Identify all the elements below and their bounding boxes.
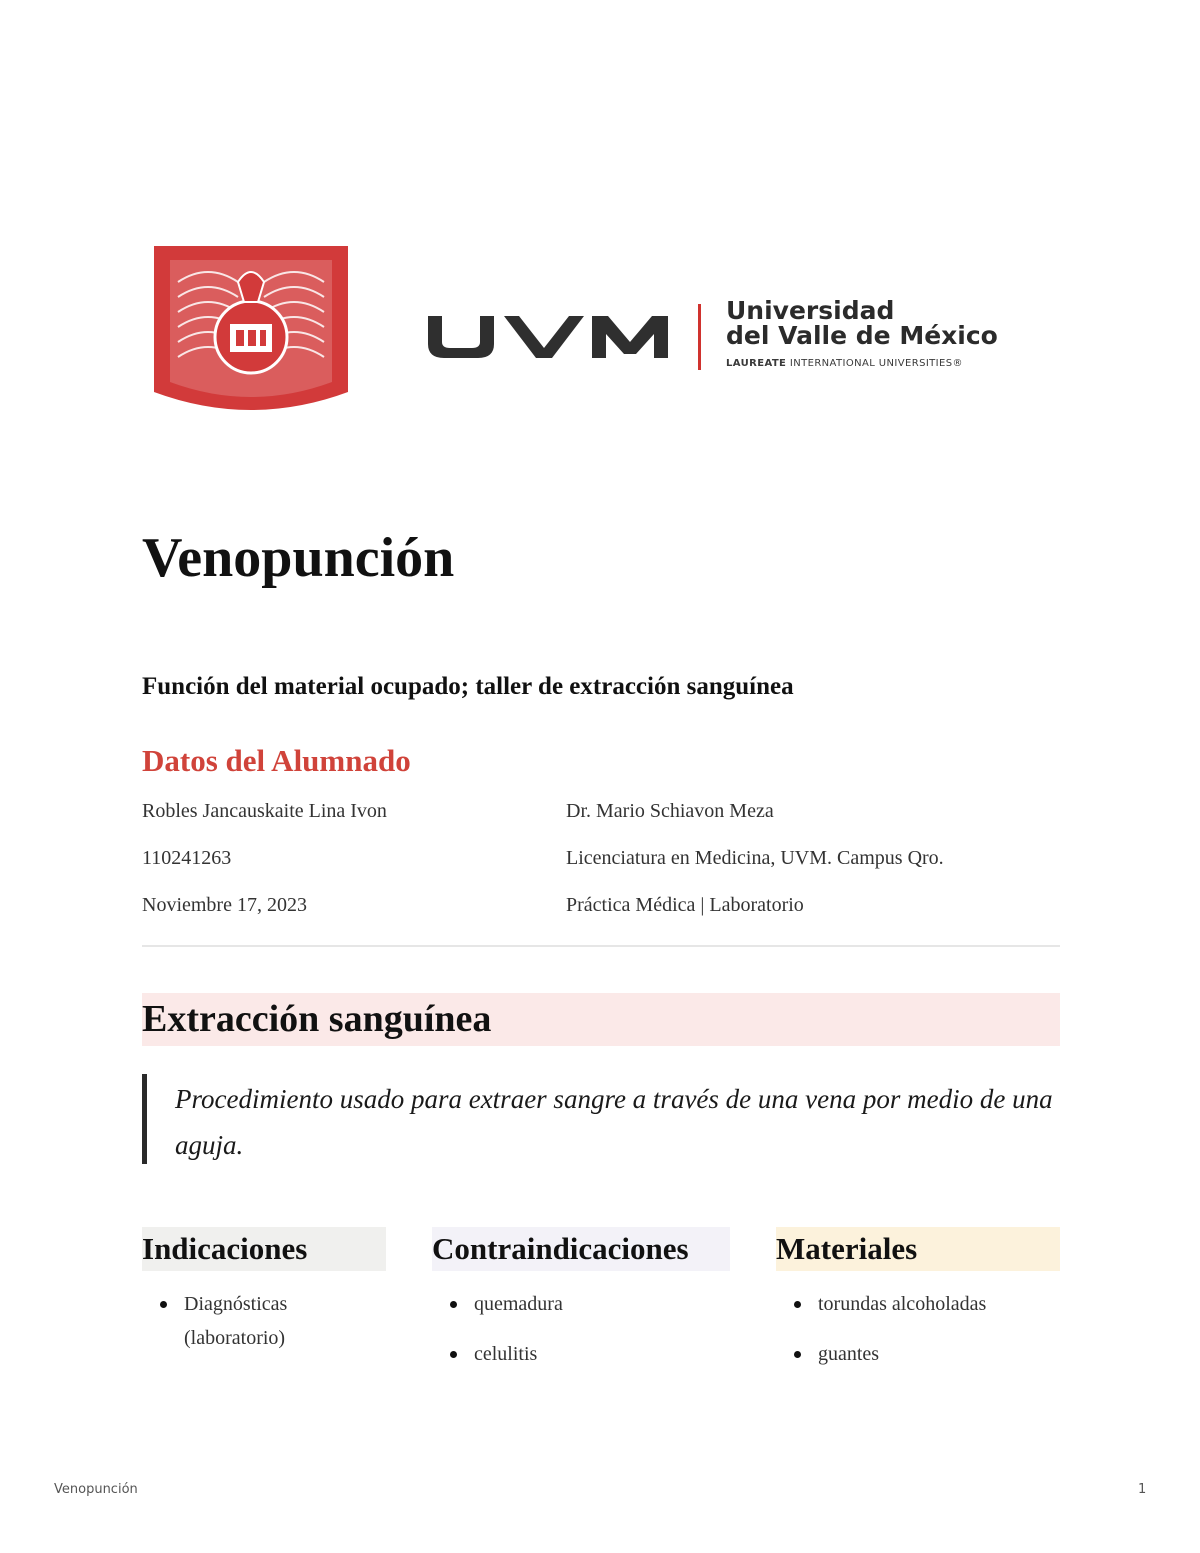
indications-list: [142, 1287, 386, 1355]
materials-column: [776, 1227, 1060, 1387]
list-item: [432, 1337, 730, 1371]
contraindications-column: [432, 1227, 730, 1387]
document-subtitle: Función del material ocupado; taller de extracción sanguínea: [142, 673, 794, 700]
indications-column: [142, 1227, 386, 1371]
uvm-wordmark: [424, 312, 672, 360]
contraindications-heading: Contraindicaciones: [432, 1227, 730, 1271]
list-item: [776, 1287, 1060, 1321]
uvm-name-line2: del Valle de México: [726, 321, 998, 350]
definition-quote: [142, 1074, 1060, 1164]
footer-document-name: Venopunción: [54, 1482, 138, 1497]
list-item-text: celulitis: [474, 1343, 538, 1365]
uvm-logo-name: [726, 298, 998, 348]
materials-heading: Materiales: [776, 1227, 1060, 1271]
uvm-name-line1: Universidad: [726, 296, 895, 325]
list-item: [432, 1287, 730, 1321]
list-item: [142, 1287, 386, 1355]
student-data-row: [142, 890, 1062, 937]
document-date: Noviembre 17, 2023: [142, 894, 307, 916]
list-item: [776, 1337, 1060, 1371]
student-data-row: [142, 796, 1062, 843]
bullet-icon: [450, 1301, 457, 1308]
uvm-tagline-bold: LAUREATE: [726, 358, 787, 369]
uvm-logo-divider: [698, 304, 701, 370]
bullet-icon: [794, 1351, 801, 1358]
section-heading: Extracción sanguínea: [142, 998, 492, 1040]
program-name: Licenciatura en Medicina, UVM. Campus Qro.: [566, 847, 944, 869]
section-divider: [142, 945, 1060, 947]
quote-bar: [142, 1074, 147, 1164]
quote-text: Procedimiento usado para extraer sangre a través de una vena por medio de una aguja.: [175, 1084, 1053, 1160]
contraindications-list: [432, 1287, 730, 1371]
list-item-text: guantes: [818, 1343, 880, 1365]
footer-page-number: 1: [1138, 1482, 1147, 1497]
student-id: 110241263: [142, 847, 232, 869]
student-data-grid: [142, 796, 1062, 937]
list-item-text: quemadura: [474, 1293, 563, 1315]
section-heading-band: [142, 993, 1060, 1046]
uvm-tagline-rest: INTERNATIONAL UNIVERSITIES®: [786, 358, 963, 369]
student-data-row: [142, 843, 1062, 890]
student-name: Robles Jancauskaite Lina Ivon: [142, 800, 387, 822]
student-data-heading: Datos del Alumnado: [142, 743, 411, 778]
uvm-logo: [424, 298, 1054, 376]
list-item-text: torundas alcoholadas: [818, 1293, 987, 1315]
bullet-icon: [450, 1351, 457, 1358]
indications-heading: Indicaciones: [142, 1227, 386, 1271]
university-seal-logo: [148, 242, 354, 422]
bullet-icon: [160, 1301, 167, 1308]
document-title: Venopunción: [142, 527, 455, 589]
instructor-name: Dr. Mario Schiavon Meza: [566, 800, 774, 822]
bullet-icon: [794, 1301, 801, 1308]
list-item-text: Diagnósticas (laboratorio): [184, 1293, 288, 1349]
course-name: Práctica Médica | Laboratorio: [566, 894, 804, 916]
materials-list: [776, 1287, 1060, 1371]
uvm-logo-tagline: [726, 358, 963, 369]
